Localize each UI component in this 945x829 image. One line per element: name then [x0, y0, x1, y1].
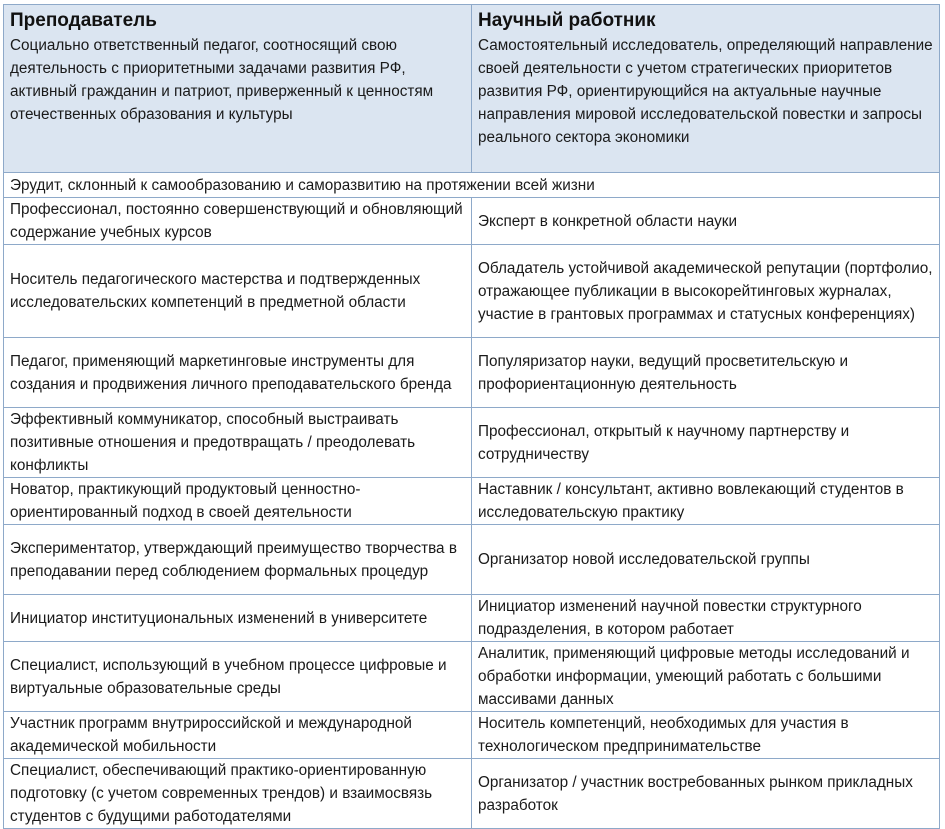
teacher-cell: Педагог, применяющий маркетинговые инструменты для создания и продвижения личного преподавательского бренда: [4, 338, 472, 408]
researcher-cell: Обладатель устойчивой академической репутации (портфолио, отражающее публикации в высокорейтинговых журналах, участие в грантовых программах и статусных конференциях): [472, 245, 940, 338]
researcher-cell: Профессионал, открытый к научному партнерству и сотрудничеству: [472, 408, 940, 478]
teacher-title: Преподаватель: [10, 10, 157, 31]
researcher-title: Научный работник: [478, 10, 656, 31]
table-row: [4, 525, 940, 595]
teacher-cell: Профессионал, постоянно совершенствующий и обновляющий содержание учебных курсов: [4, 198, 472, 245]
shared-cell: Эрудит, склонный к самообразованию и саморазвитию на протяжении всей жизни: [4, 173, 940, 198]
teacher-cell: Носитель педагогического мастерства и подтвержденных исследовательских компетенций в предметной области: [4, 245, 472, 338]
researcher-description: Самостоятельный исследователь, определяющий направление своей деятельности с учетом стратегических приоритетов развития РФ, ориентирующийся на актуальные научные направления мировой исследовательской повестки и запросы реального сектора экономики: [478, 37, 933, 146]
table-row: [4, 245, 940, 338]
teacher-cell: Эффективный коммуникатор, способный выстраивать позитивные отношения и предотвращать / преодолевать конфликты: [4, 408, 472, 478]
teacher-cell: Инициатор институциональных изменений в университете: [4, 595, 472, 642]
teacher-header-cell: [4, 5, 472, 173]
table-row: [4, 712, 940, 759]
teacher-cell: Специалист, использующий в учебном процессе цифровые и виртуальные образовательные среды: [4, 642, 472, 712]
researcher-cell: Наставник / консультант, активно вовлекающий студентов в исследовательскую практику: [472, 478, 940, 525]
teacher-cell: Новатор, практикующий продуктовый ценностно-ориентированный подход в своей деятельности: [4, 478, 472, 525]
researcher-cell: Инициатор изменений научной повестки структурного подразделения, в котором работает: [472, 595, 940, 642]
researcher-cell: Организатор новой исследовательской группы: [472, 525, 940, 595]
researcher-cell: Эксперт в конкретной области науки: [472, 198, 940, 245]
table-row: [4, 759, 940, 829]
researcher-cell: Носитель компетенций, необходимых для участия в технологическом предпринимательстве: [472, 712, 940, 759]
header-row: [4, 5, 940, 173]
table-row: [4, 408, 940, 478]
teacher-cell: Экспериментатор, утверждающий преимущество творчества в преподавании перед соблюдением формальных процедур: [4, 525, 472, 595]
table-row: [4, 642, 940, 712]
teacher-cell: Специалист, обеспечивающий практико-ориентированную подготовку (с учетом современных трендов) и взаимосвязь студентов с будущими работодателями: [4, 759, 472, 829]
competency-table: [3, 4, 940, 829]
teacher-description: Социально ответственный педагог, соотносящий свою деятельность с приоритетными задачами развития РФ, активный гражданин и патриот, приверженный к ценностям отечественных образования и культуры: [10, 37, 434, 123]
table-row: [4, 478, 940, 525]
researcher-cell: Популяризатор науки, ведущий просветительскую и профориентационную деятельность: [472, 338, 940, 408]
teacher-cell: Участник программ внутрироссийской и международной академической мобильности: [4, 712, 472, 759]
table-row: [4, 595, 940, 642]
researcher-cell: Аналитик, применяющий цифровые методы исследований и обработки информации, умеющий работать с большими массивами данных: [472, 642, 940, 712]
table-row: [4, 338, 940, 408]
researcher-header-cell: [472, 5, 940, 173]
shared-row: [4, 173, 940, 198]
table-row: [4, 198, 940, 245]
researcher-cell: Организатор / участник востребованных рынком прикладных разработок: [472, 759, 940, 829]
